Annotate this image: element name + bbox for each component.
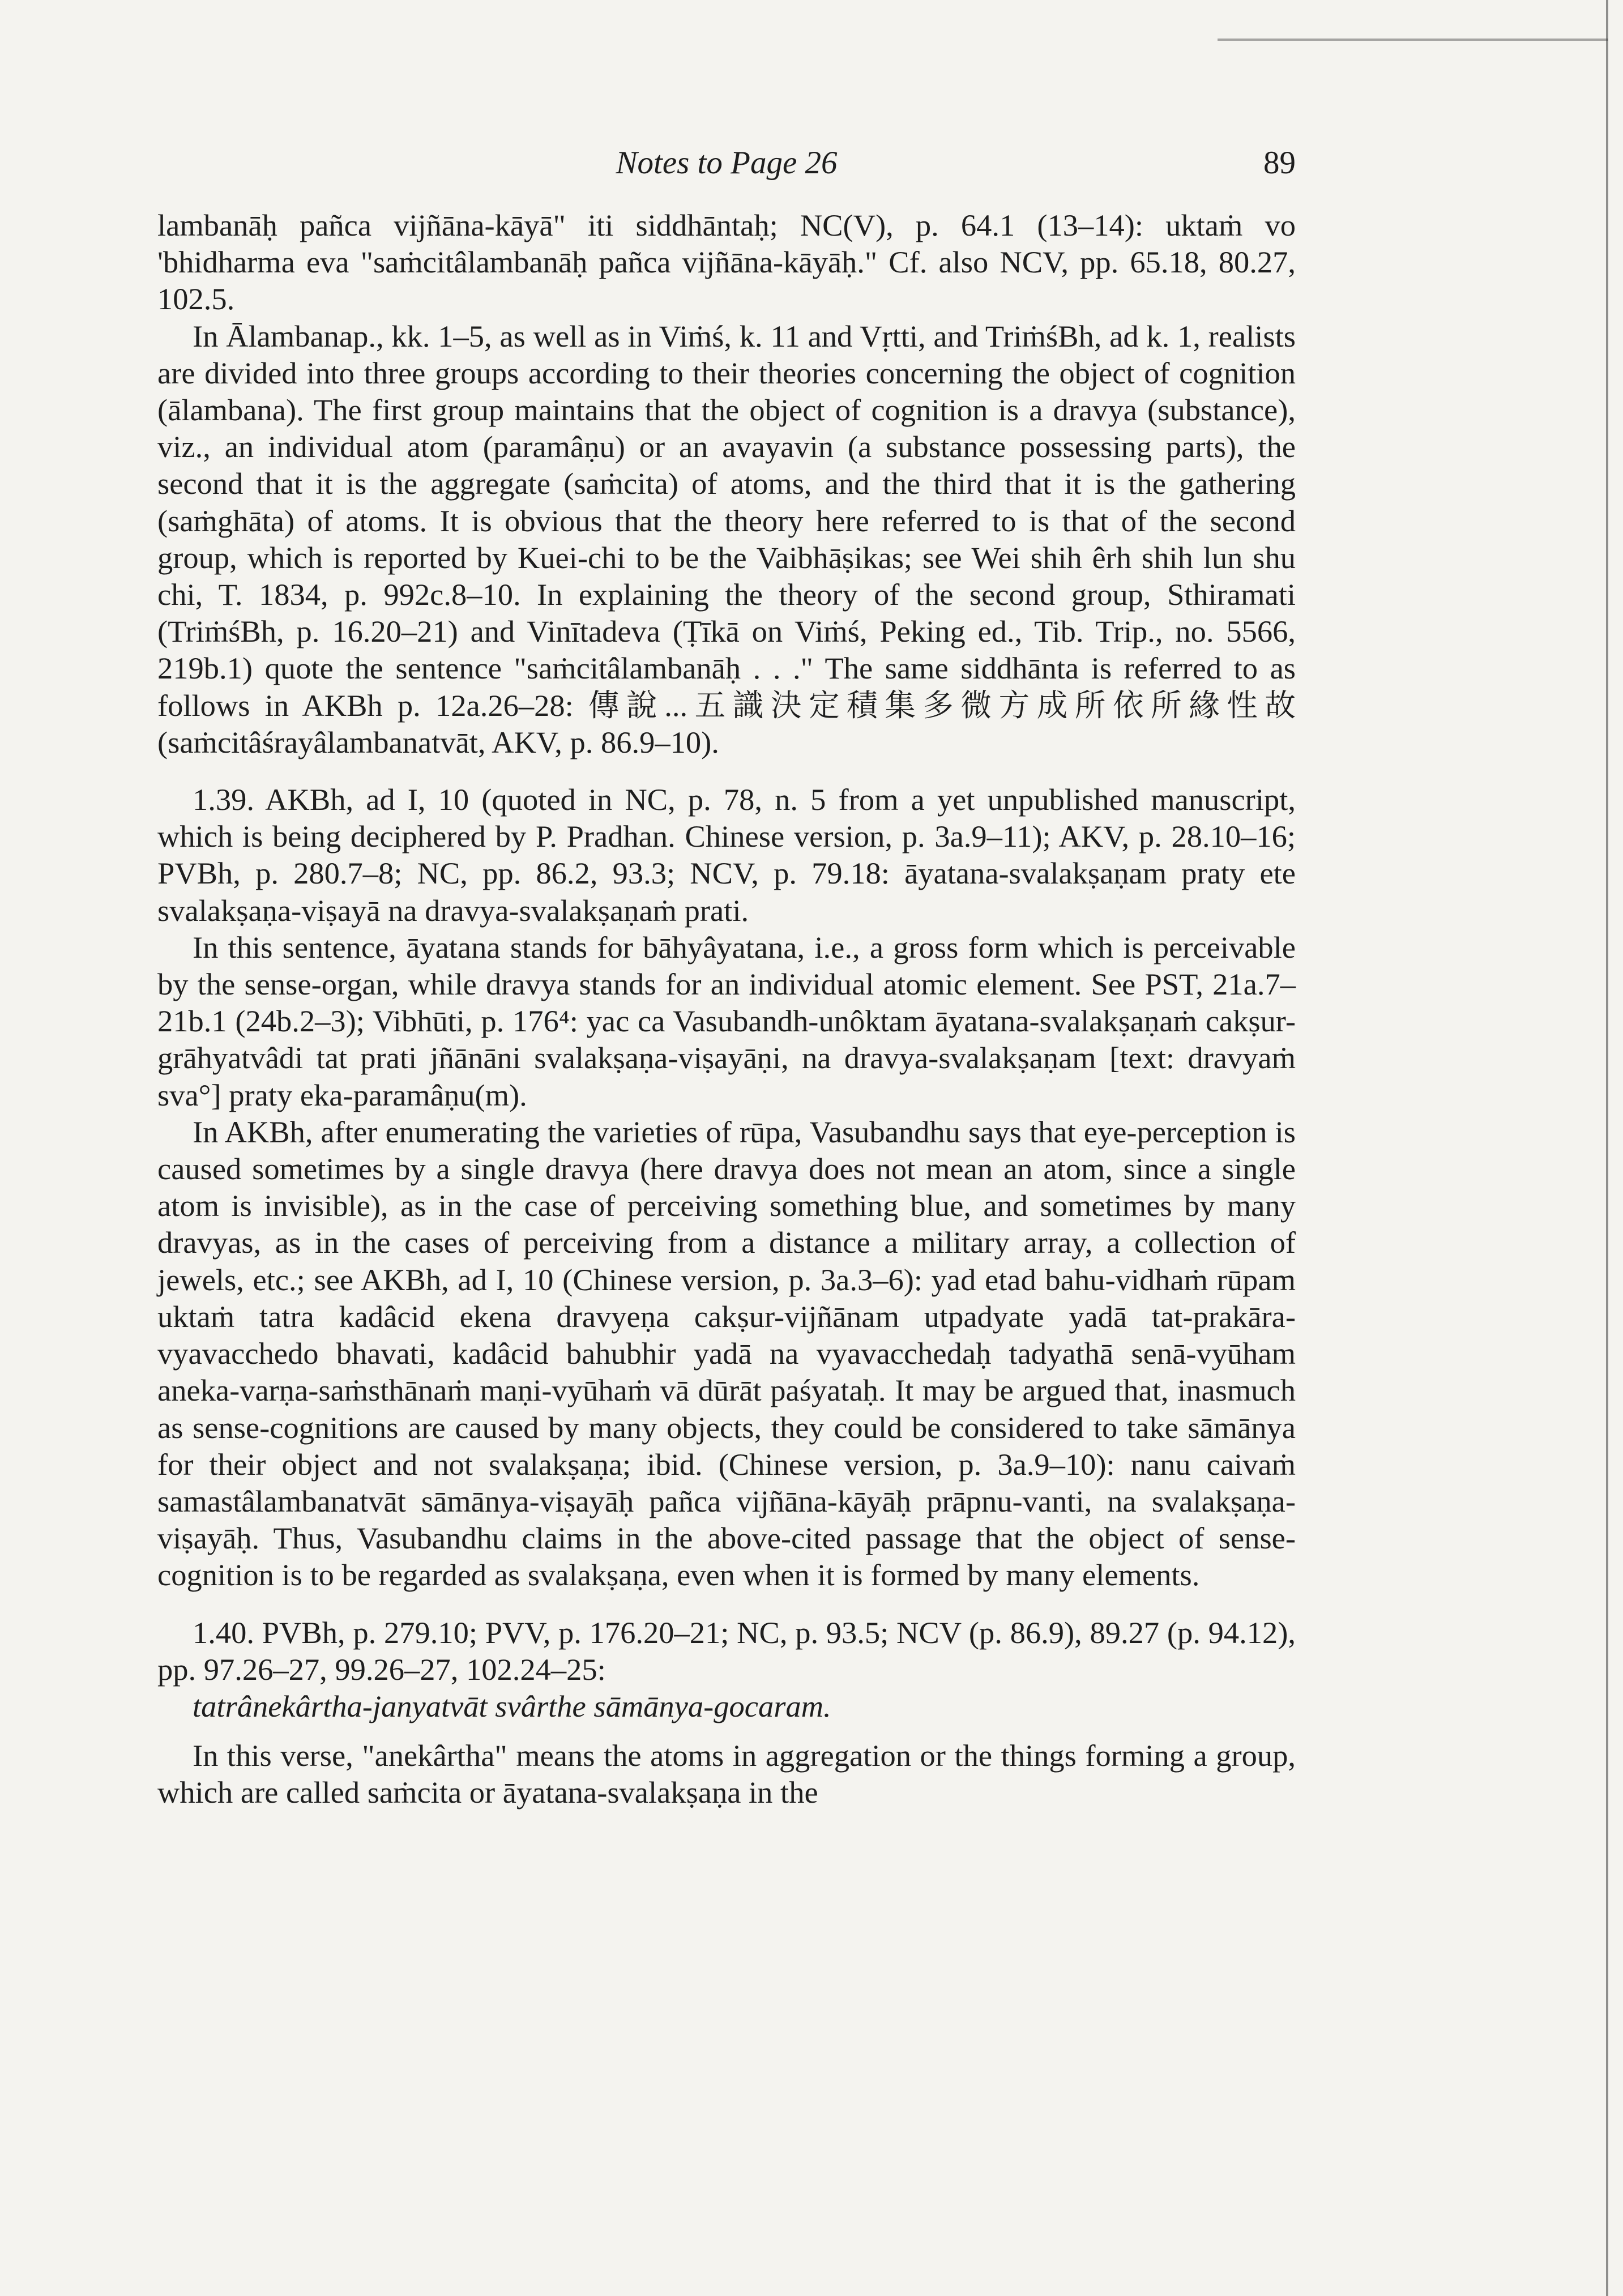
note-1-39: 1.39. AKBh, ad I, 10 (quoted in NC, p. 78, n. 5 from a yet unpublished manuscript, which is being deciphered by P. Pradhan. Chinese version, p. 3a.9–11); AKV, p. 28.10–16; PVBh, p. 280.7–8; NC, pp. 86.2, 93.3; NCV, p. 79.18: āyatana-svalakṣaṇam praty ete svalakṣaṇa-viṣayā na dravya-svalakṣaṇaṁ prati. — [157, 782, 1296, 928]
page-body — [157, 144, 1296, 1811]
page-number: 89 — [1263, 145, 1296, 181]
note-paragraph-continued: lambanāḥ pañca vijñāna-kāyā" iti siddhāntaḥ; NC(V), p. 64.1 (13–14): uktaṁ vo 'bhidharma eva "saṁcitâlambanāḥ pañca vijñāna-kāyāḥ." Cf. also NCV, pp. 65.18, 80.27, 102.5. — [157, 208, 1296, 317]
note-paragraph-akbh: In AKBh, after enumerating the varieties of rūpa, Vasubandhu says that eye-perception is caused sometimes by a single dravya (here dravya does not mean an atom, since a single atom is invisible), as in the case of perceiving something blue, and sometimes by many dravyas, as in the cases of perceiving from a distance a military array, a collection of jewels, etc.; see AKBh, ad I, 10 (Chinese version, p. 3a.3–6): yad etad bahu-vidhaṁ rūpam uktaṁ tatra kadâcid ekena dravyeṇa cakṣur-vijñānam utpadyate yadā tat-prakāra-vyavacchedo bhavati, kadâcid bahubhir yadā na vyavacchedaḥ tadyathā senā-vyūham aneka-varṇa-saṁsthānaṁ maṇi-vyūhaṁ vā dūrāt paśyataḥ. It may be argued that, inasmuch as sense-cognitions are caused by many objects, they could be considered to take sāmānya for their object and not svalakṣaṇa; ibid. (Chinese version, p. 3a.9–10): nanu caivaṁ samastâlambanatvāt sāmānya-viṣayāḥ pañca vijñāna-kāyāḥ prāpnu-vanti, na svalakṣaṇa-viṣayāḥ. Thus, Vasubandhu claims in the above-cited passage that the object of sense-cognition is to be regarded as svalakṣaṇa, even when it is formed by many elements. — [157, 1114, 1296, 1593]
scan-shadow-top — [1218, 39, 1608, 41]
scan-shadow-edge — [1606, 0, 1608, 2296]
verse-quotation: tatrânekârtha-janyatvāt svârthe sāmānya-gocaram. — [193, 1688, 831, 1723]
note-paragraph-alambana: In Ālambanap., kk. 1–5, as well as in Viṁś, k. 11 and Vṛtti, and TriṁśBh, ad k. 1, realists are divided into three groups according to their theories concerning the object of cognition (ālambana). The first group maintains that the object of cognition is a dravya (substance), viz., an individual atom (paramâṇu) or an avayavin (a substance possessing parts), the second that it is the aggregate (saṁcita) of atoms, and the third that it is the gathering (saṁghāta) of atoms. It is obvious that the theory here referred to is that of the second group, which is reported by Kuei-chi to be the Vaibhāṣikas; see Wei shih êrh shih lun shu chi, T. 1834, p. 992c.8–10. In explaining the theory of the second group, Sthiramati (TriṁśBh, p. 16.20–21) and Vinītadeva (Ṭīkā on Viṁś, Peking ed., Tib. Trip., no. 5566, 219b.1) quote the sentence "saṁcitâlambanāḥ . . ." The same siddhānta is referred to as follows in AKBh p. 12a.26–28: 傳說...五識決定積集多微方成所依所緣性故 (saṁcitâśrayâlambanatvāt, AKV, p. 86.9–10). — [157, 318, 1296, 759]
note-paragraph-anekartha: In this verse, "anekârtha" means the atoms in aggregation or the things forming a group, which are called saṁcita or āyatana-svalakṣaṇa in the — [157, 1738, 1296, 1810]
note-1-40: 1.40. PVBh, p. 279.10; PVV, p. 176.20–21; NC, p. 93.5; NCV (p. 86.9), 89.27 (p. 94.12), pp. 97.26–27, 99.26–27, 102.24–25: — [157, 1615, 1296, 1687]
running-head — [157, 144, 1296, 207]
note-paragraph-ayatana: In this sentence, āyatana stands for bāhyâyatana, i.e., a gross form which is perceivable by the sense-organ, while dravya stands for an individual atomic element. See PST, 21a.7–21b.1 (24b.2–3); Vibhūti, p. 176⁴: yac ca Vasubandh-unôktam āyatana-svalakṣaṇaṁ cakṣur-grāhyatvâdi tat prati jñānāni svalakṣaṇa-viṣayāṇi, na dravya-svalakṣaṇam [text: dravyaṁ sva°] praty eka-paramâṇu(m). — [157, 929, 1296, 1112]
running-head-title: Notes to Page 26 — [616, 145, 838, 181]
